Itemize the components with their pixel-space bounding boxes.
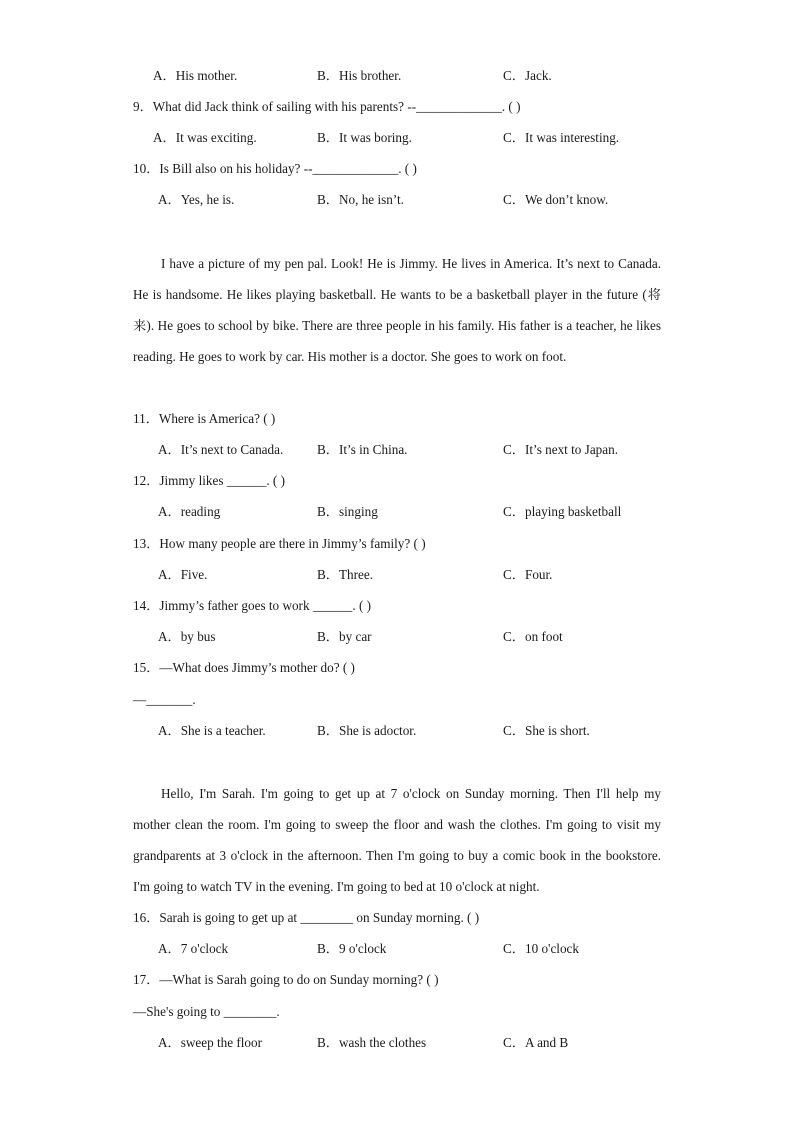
passage-jimmy: I have a picture of my pen pal. Look! He is Jimmy. He lives in America. It’s next to Canada. He is handsome. He likes playing basketball. He wants to be a basketball player in the future (将来). He goes to school by bike. There are three people in his family. His father is a teacher, he likes reading. He goes to work by car. His mother is a doctor. She goes to work on foot. [133, 256, 661, 365]
q12-option-c: C．playing basketball [503, 504, 622, 519]
q12-question: 12．Jimmy likes ______. ( ) [133, 473, 286, 488]
q10-question: 10．Is Bill also on his holiday? --_____________. ( ) [133, 161, 417, 176]
q17-question: 17．—What is Sarah going to do on Sunday morning? ( ) [133, 972, 439, 987]
q14-option-c: C．on foot [503, 629, 563, 644]
q15-answer-line: —_______. [133, 692, 196, 707]
q13-option-a: A．Five. [158, 567, 208, 582]
q14-question: 14．Jimmy’s father goes to work ______. ( ) [133, 598, 372, 613]
q9-question: 9．What did Jack think of sailing with his parents? --_____________. ( ) [133, 99, 521, 114]
q17-option-b: B．wash the clothes [317, 1035, 427, 1050]
q16-option-a: A．7 o'clock [158, 941, 229, 956]
q8-option-c: C．Jack. [503, 68, 552, 83]
q16-option-b: B．9 o'clock [317, 941, 387, 956]
q15-option-b: B．She is adoctor. [317, 723, 417, 738]
q10-option-b: B．No, he isn’t. [317, 192, 404, 207]
q12-option-b: B．singing [317, 504, 378, 519]
q13-option-b: B．Three. [317, 567, 374, 582]
q9-option-b: B．It was boring. [317, 130, 412, 145]
q13-option-c: C．Four. [503, 567, 553, 582]
q17-answer-line: —She's going to ________. [133, 1004, 280, 1019]
q11-option-a: A．It’s next to Canada. [158, 442, 284, 457]
q17-option-c: C．A and B [503, 1035, 569, 1050]
q11-question: 11．Where is America? ( ) [133, 411, 276, 426]
q15-question: 15．—What does Jimmy’s mother do? ( ) [133, 660, 355, 675]
q15-option-a: A．She is a teacher. [158, 723, 266, 738]
q8-option-a: A．His mother. [153, 68, 238, 83]
q10-option-a: A．Yes, he is. [158, 192, 235, 207]
q17-option-a: A．sweep the floor [158, 1035, 263, 1050]
q14-option-b: B．by car [317, 629, 372, 644]
q14-option-a: A．by bus [158, 629, 216, 644]
q11-option-c: C．It’s next to Japan. [503, 442, 619, 457]
q12-option-a: A．reading [158, 504, 221, 519]
q16-question: 16．Sarah is going to get up at ________ on Sunday morning. ( ) [133, 910, 480, 925]
q11-option-b: B．It’s in China. [317, 442, 408, 457]
q10-option-c: C．We don’t know. [503, 192, 609, 207]
q9-option-a: A．It was exciting. [153, 130, 257, 145]
q9-option-c: C．It was interesting. [503, 130, 620, 145]
q13-question: 13．How many people are there in Jimmy’s family? ( ) [133, 536, 426, 551]
q8-option-b: B．His brother. [317, 68, 402, 83]
q15-option-c: C．She is short. [503, 723, 590, 738]
q16-option-c: C．10 o'clock [503, 941, 579, 956]
passage-sarah: Hello, I'm Sarah. I'm going to get up at 7 o'clock on Sunday morning. Then I'll help my mother clean the room. I'm going to sweep the floor and wash the clothes. I'm going to visit my grandparents at 3 o'clock in the afternoon. Then I'm going to buy a comic book in the bookstore. I'm going to watch TV in the evening. I'm going to bed at 10 o'clock at night. [133, 786, 661, 895]
